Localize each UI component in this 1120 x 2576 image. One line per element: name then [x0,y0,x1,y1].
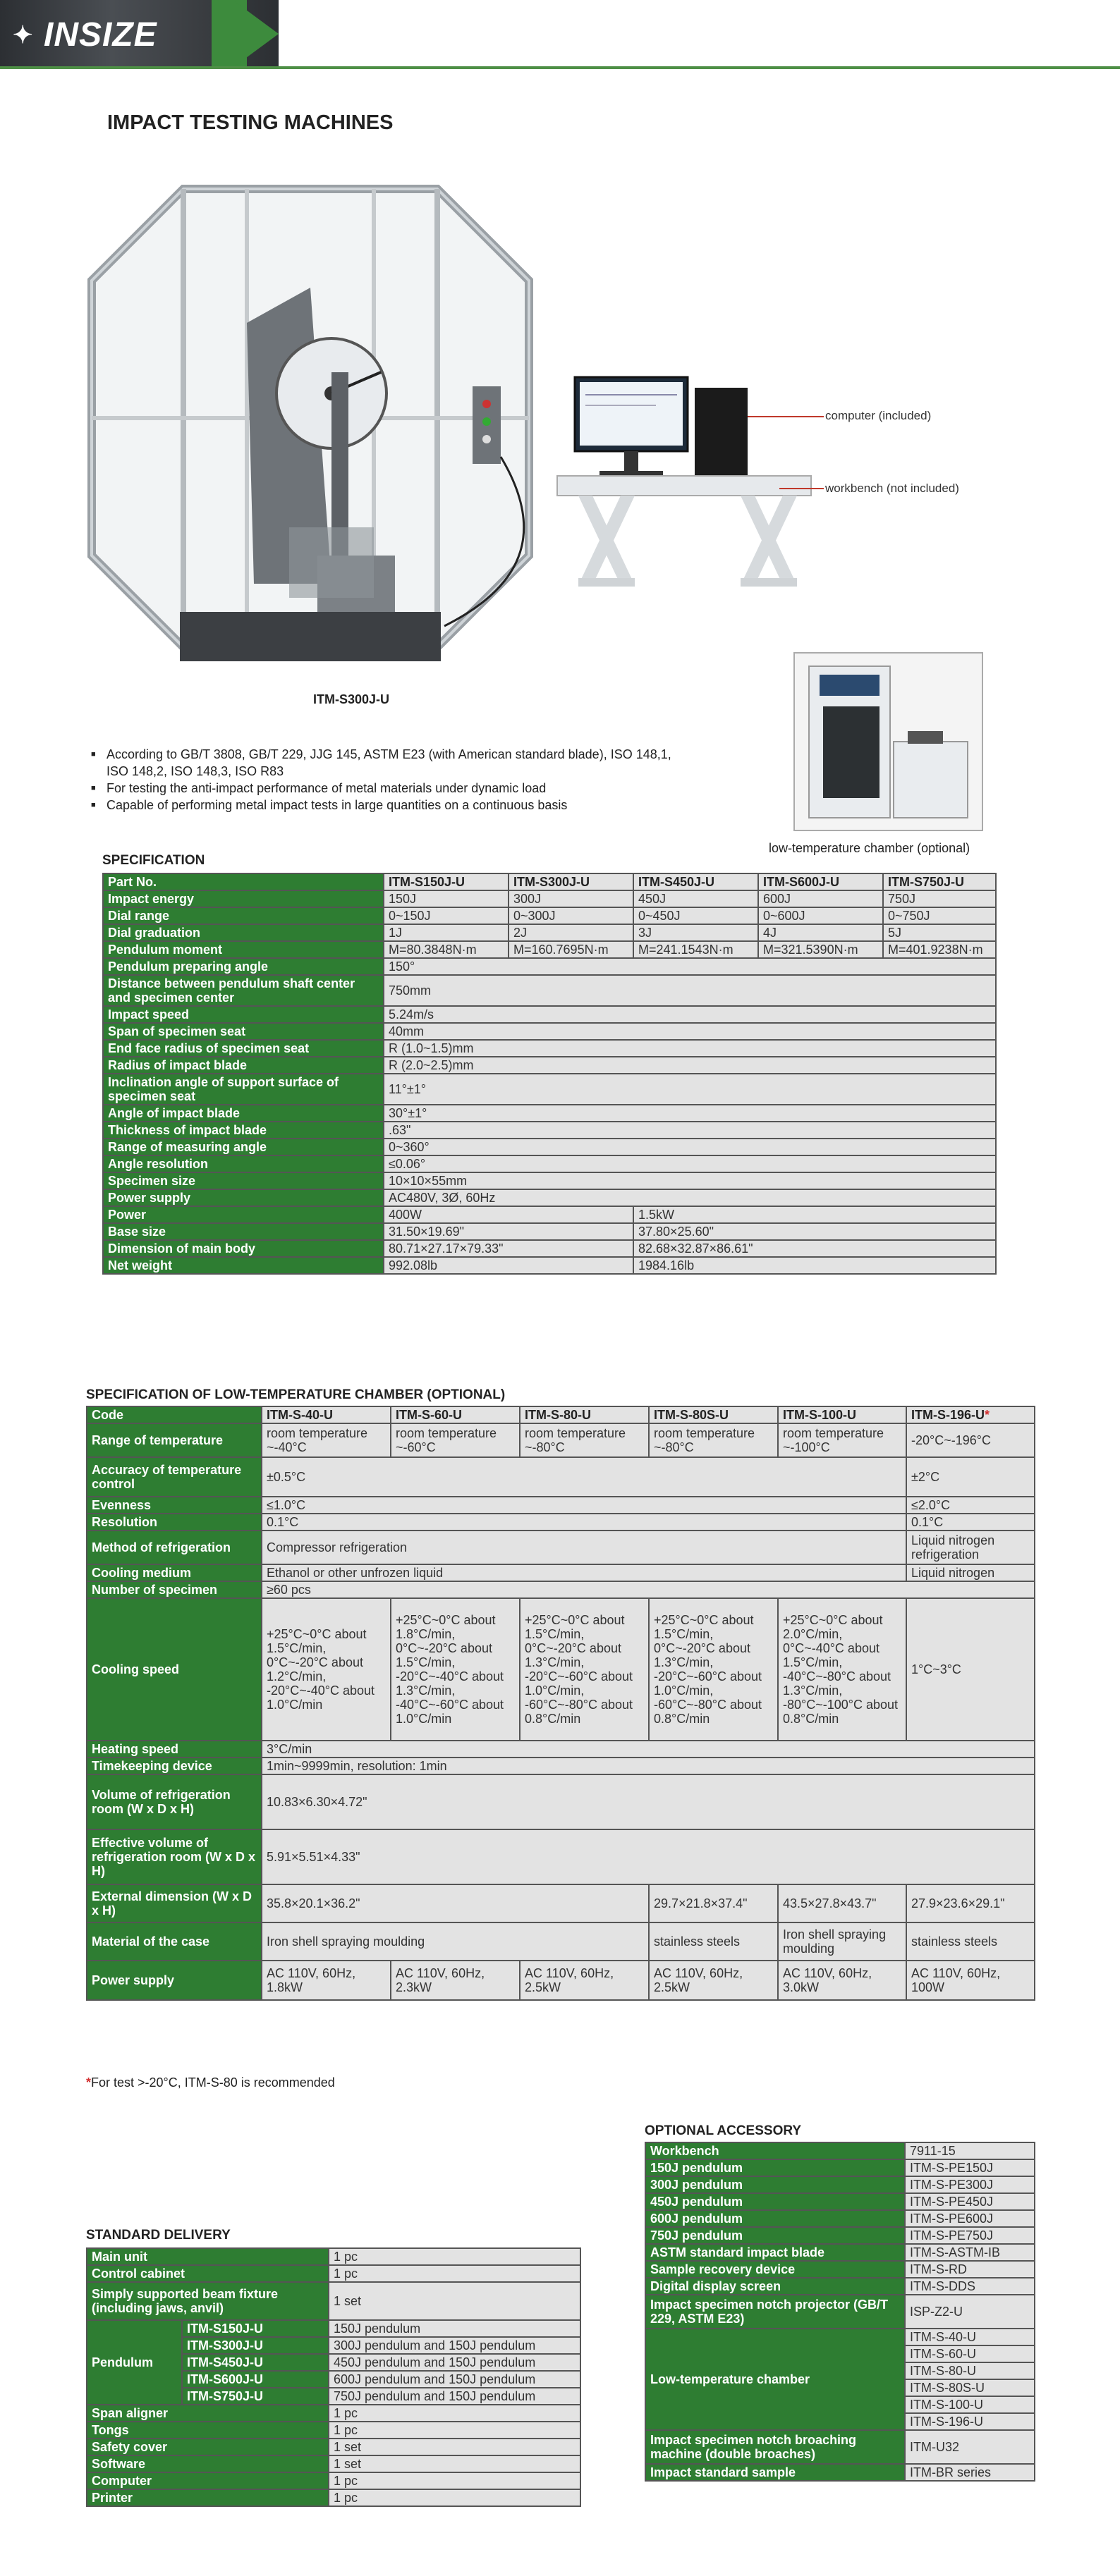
spec-header-row [103,873,996,890]
row-label: Dial range [103,907,384,924]
code-text: ITM-S-80-U [525,1408,591,1422]
delivery-row [87,2439,580,2455]
cell-value: 82.68×32.87×86.61" [633,1240,996,1257]
accessory-section-title: OPTIONAL ACCESSORY [645,2123,802,2138]
cell-value: Ethanol or other unfrozen liquid [262,1564,906,1581]
spec-row [103,1206,996,1223]
cell-value: ITM-S-PE600J [905,2210,1035,2227]
cell-value: 600J pendulum and 150J pendulum [329,2371,580,2388]
row-label: Net weight [103,1257,384,1274]
cell-value: 10×10×55mm [384,1172,996,1189]
delivery-row [87,2422,580,2439]
delivery-row [87,2248,580,2265]
specification-table [102,873,997,1275]
row-label: Evenness [87,1497,262,1514]
row-label: Span of specimen seat [103,1023,384,1040]
cell-value: AC 110V, 60Hz, 1.8kW [262,1961,391,2000]
cell-value: ≤0.06° [384,1155,996,1172]
row-label: Tongs [87,2422,329,2439]
row-label: Cooling medium [87,1564,262,1581]
cell-value: ITM-S-40-U [905,2329,1035,2345]
cell-value: 750mm [384,975,996,1006]
cell-value: .63" [384,1122,996,1139]
cell-value: ITM-S750J-U [883,873,996,890]
row-label: Resolution [87,1514,262,1531]
spec-row [103,890,996,907]
cell-value: 1984.16lb [633,1257,996,1274]
row-label: Angle of impact blade [103,1105,384,1122]
cell-value: ≤2.0°C [906,1497,1035,1514]
accessory-row [645,2464,1035,2481]
cell-value: 3°C/min [262,1741,1035,1758]
cell-value: +25°C~0°C about 1.5°C/min, 0°C~-20°C about 1.3°C/min, -20°C~-60°C about 1.0°C/min, -60°C~-80°C about 0.8°C/min [649,1598,778,1741]
row-label: 750J pendulum [645,2227,905,2244]
cell-value: Iron shell spraying moulding [778,1922,906,1961]
cell-value: 0~750J [883,907,996,924]
cell-value: 992.08lb [384,1257,633,1274]
cell-value: ≥60 pcs [262,1581,1035,1598]
cell-value: ITM-S-RD [905,2261,1035,2278]
cell-value: M=401.9238N·m [883,941,996,958]
cell-value: +25°C~0°C about 1.8°C/min, 0°C~-20°C about 1.5°C/min, -20°C~-40°C about 1.3°C/min, -40°C~-60°C about 1.0°C/min [391,1598,520,1741]
table-row [87,1961,1035,2000]
accessory-row [645,2176,1035,2193]
spec-row [103,1105,996,1122]
cell-value: -20°C~-196°C [906,1423,1035,1457]
row-label: Low-temperature chamber [645,2329,905,2430]
cell-value: stainless steels [906,1922,1035,1961]
cell-value: 1 pc [329,2489,580,2506]
cell-value: ITM-S-196-U [905,2413,1035,2430]
row-label: ITM-S300J-U [182,2337,329,2354]
cell-value: ITM-S-PE150J [905,2159,1035,2176]
table-row [87,1758,1035,1774]
cell-value: ITM-S150J-U [384,873,509,890]
spec-row [103,941,996,958]
row-label: Impact specimen notch broaching machine (double broaches) [645,2430,905,2464]
spec-section-title: SPECIFICATION [102,853,205,868]
chamber-code [906,1406,1035,1423]
accessory-row [645,2329,1035,2345]
row-label: Specimen size [103,1172,384,1189]
accessory-table [645,2142,1035,2482]
table-row [87,1514,1035,1531]
cell-value: 2J [509,924,633,941]
feature-item: ■ For testing the anti-impact performance of metal materials under dynamic load [88,780,681,797]
cell-value: ITM-S450J-U [633,873,758,890]
row-label: Distance between pendulum shaft center and specimen center [103,975,384,1006]
feature-item: ■ Capable of performing metal impact tests in large quantities on a continuous basis [88,797,681,814]
cell-value: 150J pendulum [329,2320,580,2337]
row-label: Dimension of main body [103,1240,384,1257]
row-label: Span aligner [87,2405,329,2422]
row-label: End face radius of specimen seat [103,1040,384,1057]
workbench-pointer [779,488,824,489]
row-label: 450J pendulum [645,2193,905,2210]
accessory-row [645,2430,1035,2464]
table-row [87,1531,1035,1564]
cell-value: ±2°C [906,1457,1035,1497]
row-label: Angle resolution [103,1155,384,1172]
row-label: Material of the case [87,1922,262,1961]
table-row [87,1457,1035,1497]
delivery-row [87,2405,580,2422]
footnote-star: * [86,2075,92,2090]
cell-value: ≤1.0°C [262,1497,906,1514]
row-label: Software [87,2455,329,2472]
cell-value: M=241.1543N·m [633,941,758,958]
cell-value: 750J pendulum and 150J pendulum [329,2388,580,2405]
cell-value: M=160.7695N·m [509,941,633,958]
cell-value: 1 pc [329,2405,580,2422]
spec-row [103,924,996,941]
cell-value: ITM-S-ASTM-IB [905,2244,1035,2261]
row-label: ITM-S450J-U [182,2354,329,2371]
row-label: Printer [87,2489,329,2506]
cell-value: 0.1°C [262,1514,906,1531]
row-label: ITM-S150J-U [182,2320,329,2337]
cell-value: 80.71×27.17×79.33" [384,1240,633,1257]
cell-value: room temperature ~-80°C [649,1423,778,1457]
cell-value: ±0.5°C [262,1457,906,1497]
header-rule [0,66,1120,69]
spec-row [103,1155,996,1172]
cell-value: room temperature ~-100°C [778,1423,906,1457]
code-text: ITM-S-100-U [783,1408,857,1422]
cell-value: room temperature ~-80°C [520,1423,649,1457]
accessory-row [645,2278,1035,2295]
spec-row [103,1189,996,1206]
cell-value: 7911-15 [905,2142,1035,2159]
row-label: Base size [103,1223,384,1240]
table-row [87,1884,1035,1922]
spec-row [103,1240,996,1257]
cell-value: 0.1°C [906,1514,1035,1531]
cell-value: 300J pendulum and 150J pendulum [329,2337,580,2354]
code-text: ITM-S-80S-U [654,1408,729,1422]
accessory-row [645,2142,1035,2159]
cell-value: 10.83×6.30×4.72" [262,1774,1035,1829]
footnote-text: For test >-20°C, ITM-S-80 is recommended [91,2075,335,2090]
row-label: Range of measuring angle [103,1139,384,1155]
cell-value: 0~450J [633,907,758,924]
row-label: Impact speed [103,1006,384,1023]
table-row [87,1774,1035,1829]
row-label: Radius of impact blade [103,1057,384,1074]
cell-value: AC 110V, 60Hz, 2.5kW [520,1961,649,2000]
spec-row [103,958,996,975]
cell-value: 0~360° [384,1139,996,1155]
delivery-row [87,2489,580,2506]
table-row [87,1564,1035,1581]
row-label: Dial graduation [103,924,384,941]
spec-row [103,1257,996,1274]
cell-value: 37.80×25.60" [633,1223,996,1240]
cell-value: M=321.5390N·m [758,941,883,958]
cell-value: 1 pc [329,2422,580,2439]
row-label: Number of specimen [87,1581,262,1598]
row-label: Impact specimen notch projector (GB/T 229, ASTM E23) [645,2295,905,2329]
row-label: Pendulum moment [103,941,384,958]
spec-row [103,975,996,1006]
row-label: External dimension (W x D x H) [87,1884,262,1922]
row-label: Heating speed [87,1741,262,1758]
accessory-row [645,2210,1035,2227]
impact-machine-image [78,161,557,682]
row-label: Computer [87,2472,329,2489]
cell-value: 1min~9999min, resolution: 1min [262,1758,1035,1774]
row-label: 150J pendulum [645,2159,905,2176]
cell-value: ITM-S-60-U [905,2345,1035,2362]
row-label: ITM-S750J-U [182,2388,329,2405]
cell-value: 1 pc [329,2265,580,2282]
code-star: * [985,1408,990,1422]
cell-value: ITM-S-PE450J [905,2193,1035,2210]
cell-value: 0~150J [384,907,509,924]
table-row [87,1741,1035,1758]
row-label: Volume of refrigeration room (W x D x H) [87,1774,262,1829]
table-row [87,1922,1035,1961]
cell-value: 1.5kW [633,1206,996,1223]
row-label: Range of temperature [87,1423,262,1457]
computer-pointer [748,416,824,417]
chamber-code-row [87,1406,1035,1423]
feature-item: ■ According to GB/T 3808, GB/T 229, JJG 145, ASTM E23 (with American standard blade), ISO 148,1, ISO 148,2, ISO 148,3, ISO R83 [88,746,681,780]
spec-row [103,1074,996,1105]
header-arrow [233,0,279,68]
cell-value: 43.5×27.8×43.7" [778,1884,906,1922]
cell-value: ITM-S600J-U [758,873,883,890]
workbench-annotation: workbench (not included) [825,482,959,495]
cell-value: 35.8×20.1×36.2" [262,1884,649,1922]
cell-value: 300J [509,890,633,907]
cell-value: ISP-Z2-U [905,2295,1035,2329]
cell-value: Liquid nitrogen [906,1564,1035,1581]
row-label: Effective volume of refrigeration room (W x D x H) [87,1829,262,1884]
chamber-caption: low-temperature chamber (optional) [769,841,970,855]
row-label: Workbench [645,2142,905,2159]
cell-value: +25°C~0°C about 1.5°C/min, 0°C~-20°C about 1.2°C/min, -20°C~-40°C about 1.0°C/min [262,1598,391,1741]
cell-value: +25°C~0°C about 1.5°C/min, 0°C~-20°C about 1.3°C/min, -20°C~-60°C about 1.0°C/min, -60°C~-80°C about 0.8°C/min [520,1598,649,1741]
cell-value: AC480V, 3Ø, 60Hz [384,1189,996,1206]
spec-row [103,1223,996,1240]
cell-value: room temperature ~-60°C [391,1423,520,1457]
delivery-row [87,2455,580,2472]
cell-value: 1 set [329,2455,580,2472]
table-row [87,1497,1035,1514]
accessory-row [645,2227,1035,2244]
brand-mark-icon: ✦ [13,22,33,49]
chamber-section-title: SPECIFICATION OF LOW-TEMPERATURE CHAMBER (OPTIONAL) [86,1387,506,1402]
workbench-computer-image [550,367,818,606]
row-label: Pendulum preparing angle [103,958,384,975]
cell-value: 5.91×5.51×4.33" [262,1829,1035,1884]
cell-value: 750J [883,890,996,907]
row-label: Safety cover [87,2439,329,2455]
cell-value: 600J [758,890,883,907]
cell-value: 0~300J [509,907,633,924]
row-label: 300J pendulum [645,2176,905,2193]
cell-value: stainless steels [649,1922,778,1961]
cell-value: 5.24m/s [384,1006,996,1023]
cell-value: 5J [883,924,996,941]
chamber-code [262,1406,391,1423]
row-label: Digital display screen [645,2278,905,2295]
row-label: Power [103,1206,384,1223]
cell-value: 450J pendulum and 150J pendulum [329,2354,580,2371]
row-label: Pendulum [87,2320,182,2405]
chamber-footnote [86,2075,335,2090]
chamber-code [520,1406,649,1423]
delivery-row [87,2320,580,2337]
cell-value: ITM-S-100-U [905,2396,1035,2413]
cell-value: 3J [633,924,758,941]
cell-value: Liquid nitrogen refrigeration [906,1531,1035,1564]
spec-row [103,1006,996,1023]
cell-value: ITM-S-DDS [905,2278,1035,2295]
delivery-table [86,2247,581,2507]
row-label: Power supply [87,1961,262,2000]
machine-model-label: ITM-S300J-U [313,692,390,706]
accessory-row [645,2159,1035,2176]
accessory-row [645,2295,1035,2329]
cell-value: 450J [633,890,758,907]
accessory-row [645,2261,1035,2278]
row-label: Impact energy [103,890,384,907]
cell-value: R (2.0~2.5)mm [384,1057,996,1074]
cell-value: +25°C~0°C about 2.0°C/min, 0°C~-40°C about 1.5°C/min, -40°C~-80°C about 1.3°C/min, -80°C~-100°C about 0.8°C/min [778,1598,906,1741]
row-label: Simply supported beam fixture (including jaws, anvil) [87,2282,329,2320]
row-label: ASTM standard impact blade [645,2244,905,2261]
cell-value: AC 110V, 60Hz, 3.0kW [778,1961,906,2000]
cell-value: ITM-S-PE300J [905,2176,1035,2193]
row-label: ITM-S600J-U [182,2371,329,2388]
spec-row [103,907,996,924]
code-text: ITM-S-40-U [267,1408,333,1422]
chamber-code [649,1406,778,1423]
row-label: Inclination angle of support surface of specimen seat [103,1074,384,1105]
row-label: Accuracy of temperature control [87,1457,262,1497]
cell-value: 1 set [329,2439,580,2455]
chamber-code [391,1406,520,1423]
cell-value: Iron shell spraying moulding [262,1922,649,1961]
table-row [87,1581,1035,1598]
spec-row [103,1172,996,1189]
cell-value: AC 110V, 60Hz, 100W [906,1961,1035,2000]
cell-value: ITM-S-PE750J [905,2227,1035,2244]
cell-value: 400W [384,1206,633,1223]
cell-value: room temperature ~-40°C [262,1423,391,1457]
cell-value: 1 pc [329,2472,580,2489]
spec-row [103,1040,996,1057]
cell-value: Compressor refrigeration [262,1531,906,1564]
cell-value: 150J [384,890,509,907]
accessory-row [645,2244,1035,2261]
cell-value: 11°±1° [384,1074,996,1105]
cell-value: ITM-S-80S-U [905,2379,1035,2396]
row-label: Main unit [87,2248,329,2265]
cell-value: 4J [758,924,883,941]
table-row [87,1829,1035,1884]
code-text: ITM-S-60-U [396,1408,462,1422]
cell-value: R (1.0~1.5)mm [384,1040,996,1057]
cell-value: 1 set [329,2282,580,2320]
computer-annotation: computer (included) [825,409,932,422]
row-label: Cooling speed [87,1598,262,1741]
row-label: Timekeeping device [87,1758,262,1774]
row-label: 600J pendulum [645,2210,905,2227]
cell-value: ITM-U32 [905,2430,1035,2464]
table-row [87,1423,1035,1457]
cell-value: AC 110V, 60Hz, 2.5kW [649,1961,778,2000]
cell-value: 1 pc [329,2248,580,2265]
low-temperature-chamber-image [793,652,983,831]
cell-value: 30°±1° [384,1105,996,1122]
row-label: Thickness of impact blade [103,1122,384,1139]
spec-row [103,1139,996,1155]
chamber-specification-table [86,1406,1035,2001]
cell-value: 1°C~3°C [906,1598,1035,1741]
row-label: Part No. [103,873,384,890]
brand-logo: INSIZE [44,16,157,54]
cell-value: ITM-BR series [905,2464,1035,2481]
table-row [87,1598,1035,1741]
delivery-row [87,2282,580,2320]
cell-value: 27.9×23.6×29.1" [906,1884,1035,1922]
spec-row [103,1122,996,1139]
cell-value: 40mm [384,1023,996,1040]
row-label: Control cabinet [87,2265,329,2282]
cell-value: AC 110V, 60Hz, 2.3kW [391,1961,520,2000]
feature-list [88,746,681,814]
delivery-section-title: STANDARD DELIVERY [86,2228,231,2243]
chamber-code [778,1406,906,1423]
page-header [0,0,1120,69]
row-label: Method of refrigeration [87,1531,262,1564]
page-title: IMPACT TESTING MACHINES [107,111,394,134]
accessory-row [645,2193,1035,2210]
delivery-row [87,2265,580,2282]
code-text: ITM-S-196-U [911,1408,985,1422]
cell-value: 1J [384,924,509,941]
row-label: Sample recovery device [645,2261,905,2278]
row-label: Impact standard sample [645,2464,905,2481]
spec-row [103,1023,996,1040]
cell-value: ITM-S-80-U [905,2362,1035,2379]
cell-value: 29.7×21.8×37.4" [649,1884,778,1922]
cell-value: ITM-S300J-U [509,873,633,890]
spec-row [103,1057,996,1074]
cell-value: M=80.3848N·m [384,941,509,958]
cell-value: 31.50×19.69" [384,1223,633,1240]
row-label: Code [87,1406,262,1423]
delivery-row [87,2472,580,2489]
row-label: Power supply [103,1189,384,1206]
cell-value: 150° [384,958,996,975]
cell-value: 0~600J [758,907,883,924]
